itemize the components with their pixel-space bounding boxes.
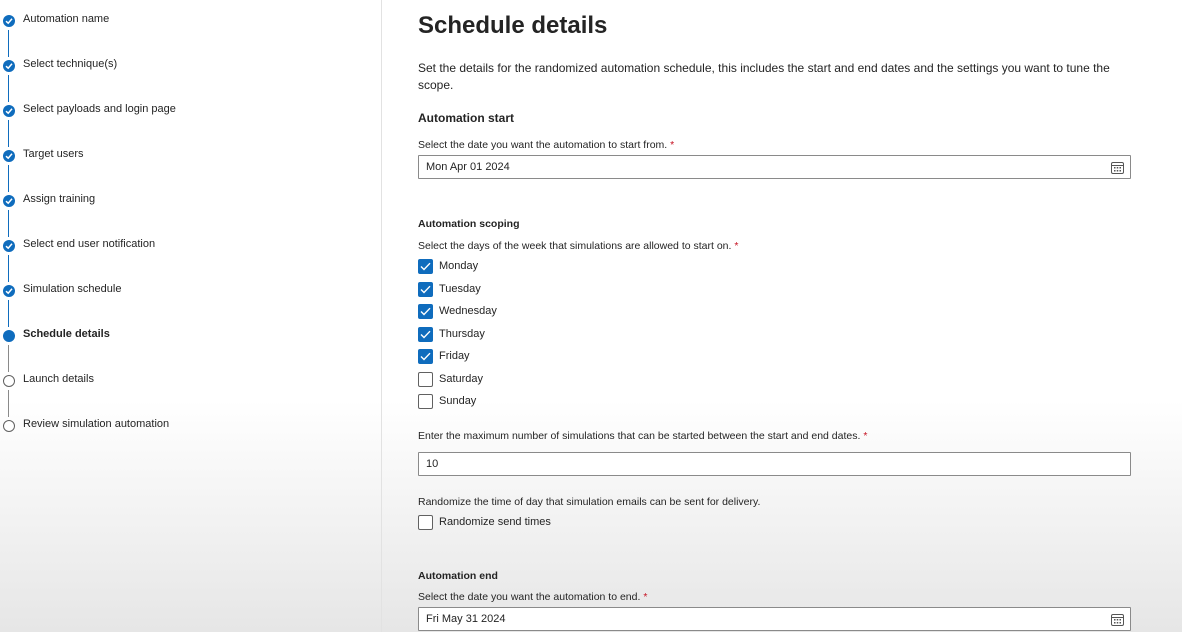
checkbox-label: Sunday	[439, 395, 477, 407]
checkbox-checked-icon[interactable]	[418, 327, 433, 342]
step-connector	[8, 345, 9, 372]
step-connector	[8, 165, 9, 192]
end-date-value: Fri May 31 2024	[426, 613, 506, 625]
empty-circle-icon	[3, 420, 15, 432]
step-connector	[8, 75, 9, 102]
checkmark-icon	[3, 15, 15, 27]
checkbox-label: Friday	[439, 350, 470, 362]
step-connector	[8, 255, 9, 282]
step-connector	[8, 210, 9, 237]
checkbox-unchecked-icon[interactable]	[418, 372, 433, 387]
checkbox-unchecked-icon[interactable]	[418, 515, 433, 530]
checkmark-icon	[3, 105, 15, 117]
required-mark: *	[643, 591, 648, 603]
required-mark: *	[734, 240, 739, 252]
step-label: Simulation schedule	[23, 283, 122, 295]
step-label: Target users	[23, 148, 84, 160]
randomize-label: Randomize the time of day that simulation emails can be sent for delivery.	[418, 496, 761, 508]
step-label: Select technique(s)	[23, 58, 118, 70]
step-label: Launch details	[23, 373, 94, 385]
checkbox-label: Wednesday	[439, 305, 497, 317]
checkbox-checked-icon[interactable]	[418, 349, 433, 364]
step-label: Assign training	[23, 193, 96, 205]
checkmark-icon	[3, 150, 15, 162]
calendar-icon[interactable]	[1111, 613, 1124, 631]
checkbox-label: Saturday	[439, 373, 484, 385]
empty-circle-icon	[3, 375, 15, 387]
checkbox-checked-icon[interactable]	[418, 304, 433, 319]
step-connector	[8, 120, 9, 147]
start-date-value: Mon Apr 01 2024	[426, 161, 510, 173]
step-label: Review simulation automation	[23, 418, 170, 430]
step-label: Select end user notification	[23, 238, 156, 250]
step-label: Select payloads and login page	[23, 103, 176, 115]
page-title: Schedule details	[418, 12, 608, 39]
checkmark-icon	[3, 195, 15, 207]
required-mark: *	[670, 139, 675, 151]
checkbox-label: Thursday	[439, 328, 485, 340]
current-step-icon	[3, 330, 15, 342]
page-description: Set the details for the randomized automation schedule, this includes the start and end dates and the settings you want to tune the scope.	[418, 61, 1110, 92]
automation-scoping-heading: Automation scoping	[418, 218, 520, 230]
step-label: Automation name	[23, 13, 110, 25]
checkbox-label: Tuesday	[439, 283, 481, 295]
max-simulations-input[interactable]	[418, 452, 1131, 476]
checkmark-icon	[3, 285, 15, 297]
start-date-picker[interactable]	[418, 155, 1131, 179]
step-connector	[8, 390, 9, 417]
step-connector	[8, 300, 9, 327]
checkbox-checked-icon[interactable]	[418, 282, 433, 297]
max-simulations-label: Enter the maximum number of simulations that can be started between the start and end dates. *	[418, 430, 868, 442]
end-date-picker[interactable]	[418, 607, 1131, 631]
days-of-week-label: Select the days of the week that simulations are allowed to start on. *	[418, 240, 739, 252]
step-label: Schedule details	[23, 328, 110, 340]
checkbox-label: Randomize send times	[439, 516, 551, 528]
end-date-label: Select the date you want the automation to end. *	[418, 591, 648, 603]
required-mark: *	[863, 430, 868, 442]
max-simulations-value: 10	[426, 458, 439, 470]
checkbox-checked-icon[interactable]	[418, 259, 433, 274]
checkbox-unchecked-icon[interactable]	[418, 394, 433, 409]
checkmark-icon	[3, 240, 15, 252]
checkmark-icon	[3, 60, 15, 72]
step-connector	[8, 30, 9, 57]
wizard-steps-sidebar	[0, 0, 382, 632]
automation-start-heading: Automation start	[418, 111, 514, 125]
automation-end-heading: Automation end	[418, 570, 498, 582]
checkbox-label: Monday	[439, 260, 479, 272]
start-date-label: Select the date you want the automation to start from. *	[418, 139, 675, 151]
calendar-icon[interactable]	[1111, 161, 1124, 179]
